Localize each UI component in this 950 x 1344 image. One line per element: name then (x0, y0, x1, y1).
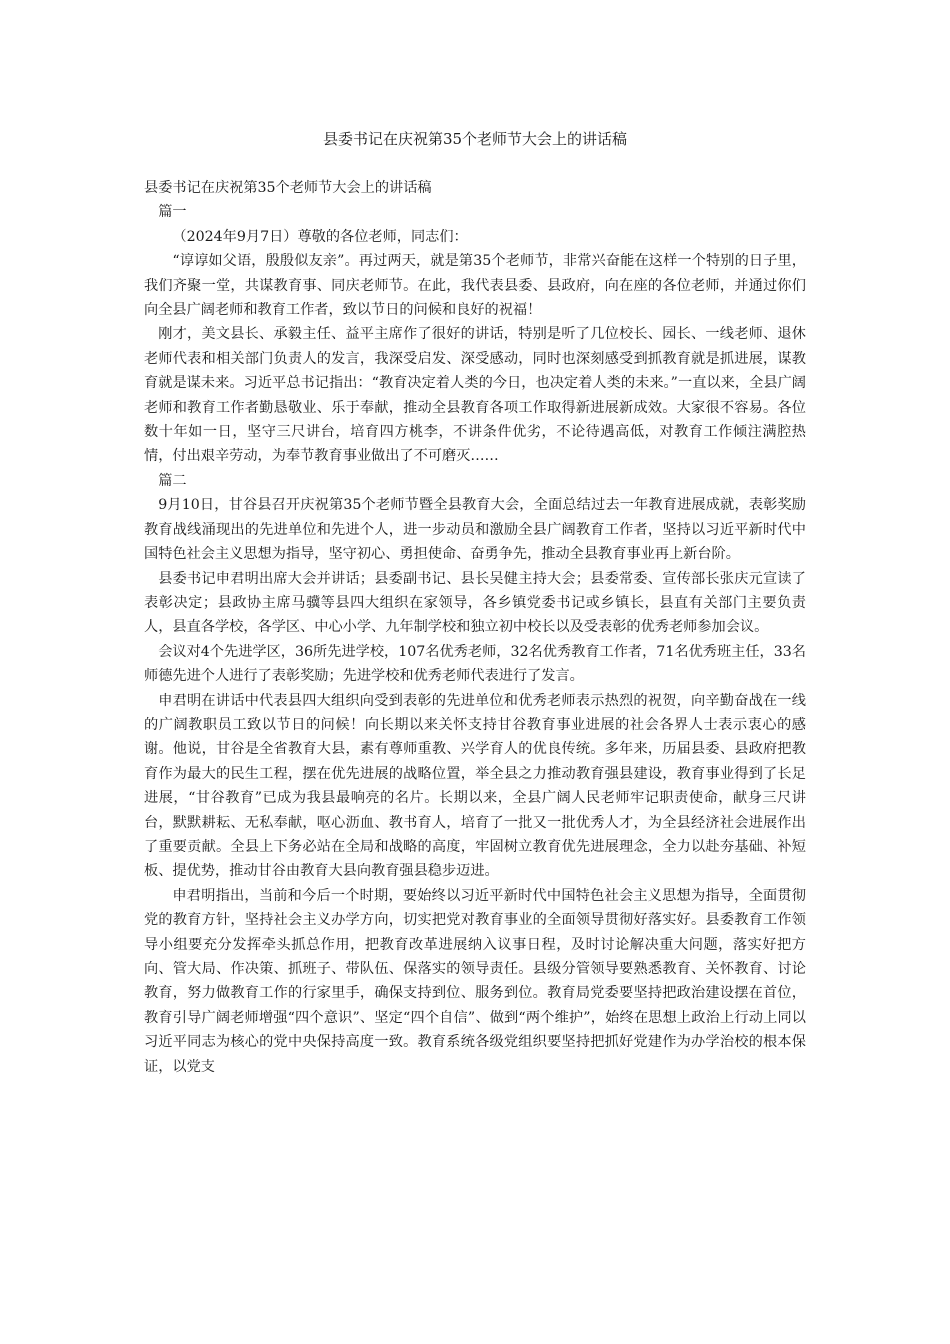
paragraph: 申君明在讲话中代表县四大组织向受到表彰的先进单位和优秀老师表示热烈的祝贺，向辛勤奋战在一线的广阔教职员工致以节日的问候！向长期以来关怀支持甘谷教育事业进展的社会各界人士表示衷心的感谢。他说，甘谷是全省教育大县，素有尊师重教、兴学育人的优良传统。多年来，历届县委、县政府把教育作为最大的民生工程，摆在优先进展的战略位置，举全县之力推动教育强县建设，教育事业得到了长足进展，“甘谷教育”已成为我县最响亮的名片。长期以来，全县广阔人民老师牢记职责使命，献身三尺讲台，默默耕耘、无私奉献，呕心沥血、教书育人，培育了一批又一批优秀人才，为全县经济社会进展作出了重要贡献。全县上下务必站在全局和战略的高度，牢固树立教育优先进展理念，全力以赴夯基础、补短板、提优势，推动甘谷由教育大县向教育强县稳步迈进。 (144, 692, 806, 880)
body-heading: 县委书记在庆祝第35个老师节大会上的讲话稿 (144, 180, 432, 196)
paragraph: 刚才，美文县长、承毅主任、益平主席作了很好的讲话，特别是听了几位校长、园长、一线老师、退休老师代表和相关部门负责人的发言，我深受启发、深受感动，同时也深刻感受到抓教育就是抓进展，谋教育就是谋未来。习近平总书记指出：“教育决定着人类的今日，也决定着人类的未来。”一直以来，全县广阔老师和教育工作者勤恳敬业、乐于奉献，推动全县教育各项工作取得新进展新成效。大家很不容易。各位数十年如一日，坚守三尺讲台，培育四方桃李，不讲条件优劣，不论待遇高低，对教育工作倾注满腔热情，付出艰辛劳动，为奉节教育事业做出了不可磨灭…… (144, 326, 806, 465)
paragraph: “谆谆如父语，殷殷似友亲”。再过两天，就是第35个老师节，非常兴奋能在这样一个特别的日子里，我们齐聚一堂，共谋教育事、同庆老师节。在此，我代表县委、县政府，向在座的各位老师，并通过你们向全县广阔老师和教育工作者，致以节日的问候和良好的祝福！ (144, 253, 806, 319)
paragraph: 县委书记申君明出席大会并讲话；县委副书记、县长吴健主持大会；县委常委、宣传部长张庆元宣读了表彰决定；县政协主席马骥等县四大组织在家领导，各乡镇党委书记或乡镇长，县直有关部门主要负责人，县直各学校，各学区、中心小学、九年制学校和独立初中校长以及受表彰的优秀老师参加会议。 (144, 570, 806, 636)
section-label-1: 篇一 (158, 204, 187, 221)
paragraph: 会议对4个先进学区，36所先进学校，107名优秀老师，32名优秀教育工作者，71名优秀班主任，33名师德先进个人进行了表彰奖励；先进学校和优秀老师代表进行了发言。 (144, 643, 806, 685)
section-label-2: 篇二 (158, 472, 187, 489)
document-title: 县委书记在庆祝第35个老师节大会上的讲话稿 (322, 130, 628, 148)
paragraph-date-salutation: （2024年9月7日）尊敬的各位老师，同志们： (172, 228, 468, 245)
paragraph: 9月10日，甘谷县召开庆祝第35个老师节暨全县教育大会，全面总结过去一年教育进展成就，表彰奖励教育战线涌现出的先进单位和先进个人，进一步动员和激励全县广阔教育工作者，坚持以习近平新时代中国特色社会主义思想为指导，坚守初心、勇担使命、奋勇争先，推动全县教育事业再上新台阶。 (144, 497, 806, 563)
paragraph: 申君明指出，当前和今后一个时期，要始终以习近平新时代中国特色社会主义思想为指导，全面贯彻党的教育方针，坚持社会主义办学方向，切实把党对教育事业的全面领导贯彻好落实好。县委教育工作领导小组要充分发挥牵头抓总作用，把教育改革进展纳入议事日程，及时讨论解决重大问题，落实好把方向、管大局、作决策、抓班子、带队伍、保落实的领导责任。县级分管领导要熟悉教育、关怀教育、讨论教育，努力做教育工作的行家里手，确保支持到位、服务到位。教育局党委要坚持把政治建设摆在首位，教育引导广阔老师增强“四个意识”、坚定“四个自信”、做到“两个维护”，始终在思想上政治上行动上同以习近平同志为核心的党中央保持高度一致。教育系统各级党组织要坚持把抓好党建作为办学治校的根本保证，以党支 (144, 887, 806, 1075)
document-body (144, 176, 806, 1079)
